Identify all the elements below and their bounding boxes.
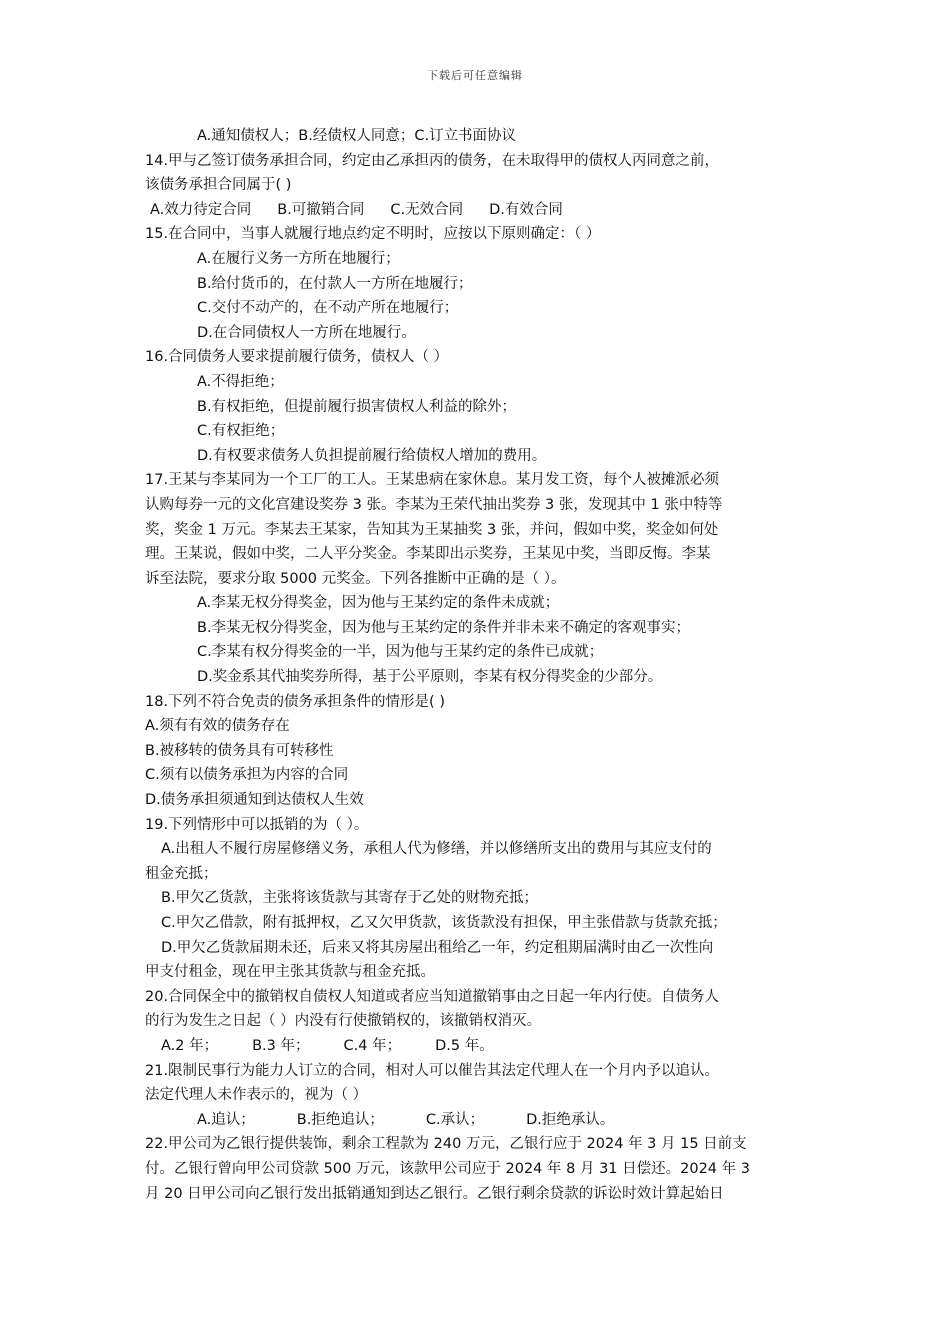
q17-stem: 认购每券一元的文化宫建设奖券 3 张。李某为王荣代抽出奖券 3 张，发现其中 1 张中特等 <box>145 496 723 513</box>
q22-stem: 月 20 日甲公司向乙银行发出抵销通知到达乙银行。乙银行剩余贷款的诉讼时效计算起始日 <box>145 1185 724 1202</box>
q20-stem: 的行为发生之日起（ ）内没有行使撤销权的，该撤销权消灭。 <box>145 1013 542 1030</box>
option-c: C.4 年； <box>343 1037 402 1054</box>
q17-stem: 17.王某与李某同为一个工厂的工人。王某患病在家休息。某月发工资，每个人被摊派必须 <box>145 472 720 489</box>
q15-option-c: C.交付不动产的，在不动产所在地履行； <box>197 300 459 317</box>
q16-option-a: A.不得拒绝； <box>197 373 284 390</box>
q19-option-d: D.甲欠乙货款届期未还，后来又将其房屋出租给乙一年，约定租期届满时由乙一次性向 <box>161 939 714 956</box>
q18-option-d: D.债务承担须通知到达债权人生效 <box>145 792 364 809</box>
q18-option-c: C.须有以债务承担为内容的合同 <box>145 767 349 784</box>
q15-option-a: A.在履行义务一方所在地履行； <box>197 250 400 267</box>
q20-stem: 20.合同保全中的撤销权自债权人知道或者应当知道撤销事由之日起一年内行使。自债务人 <box>145 988 720 1005</box>
q15-option-b: B.给付货币的，在付款人一方所在地履行； <box>197 275 473 292</box>
option-d: D.拒绝承认。 <box>526 1111 615 1128</box>
q17-stem: 诉至法院，要求分取 5000 元奖金。下列各推断中正确的是（ ）。 <box>145 570 566 587</box>
q17-option-b: B.李某无权分得奖金，因为他与王某约定的条件并非未来不确定的客观事实； <box>197 619 691 636</box>
q19-stem: 19.下列情形中可以抵销的为（ ）。 <box>145 816 369 833</box>
question-content <box>145 124 810 1206</box>
q19-option-c: C.甲欠乙借款，附有抵押权，乙又欠甲货款，该货款没有担保，甲主张借款与货款充抵； <box>161 915 727 931</box>
page-header: 下载后可任意编辑 <box>427 69 523 82</box>
q13-options-line: A.通知债权人；B.经债权人同意；C.订立书面协议 <box>197 128 517 144</box>
option-b: B.可撤销合同 <box>277 201 365 218</box>
q21-stem: 法定代理人未作表示的，视为（ ） <box>145 1087 368 1104</box>
q17-option-c: C.李某有权分得奖金的一半，因为他与王某约定的条件已成就； <box>197 644 604 661</box>
q14-stem: 该债务承担合同属于( ) <box>145 177 292 194</box>
q21-options <box>145 1108 810 1133</box>
q15-stem: 15.在合同中，当事人就履行地点约定不明时，应按以下原则确定：（ ） <box>145 226 601 243</box>
q18-option-a: A.须有有效的债务存在 <box>145 718 290 735</box>
q22-stem: 付。乙银行曾向甲公司贷款 500 万元，该款甲公司应于 2024 年 8 月 31 日偿还。2024 年 3 <box>145 1160 750 1177</box>
q19-option-d-cont: 甲支付租金，现在甲主张其货款与租金充抵。 <box>145 964 435 981</box>
q16-option-b: B.有权拒绝，但提前履行损害债权人利益的除外； <box>197 398 517 415</box>
q16-stem: 16.合同债务人要求提前履行债务，债权人（ ） <box>145 349 449 366</box>
q17-stem: 理。王某说，假如中奖，二人平分奖金。李某即出示奖券，王某见中奖，当即反悔。李某 <box>145 546 711 563</box>
q16-option-d: D.有权要求债务人负担提前履行给债权人增加的费用。 <box>197 447 547 464</box>
option-c: C.无效合同 <box>390 201 464 218</box>
q19-option-a: A.出租人不履行房屋修缮义务，承租人代为修缮，并以修缮所支出的费用与其应支付的 <box>161 841 712 858</box>
q17-stem: 奖，奖金 1 万元。李某去王某家，告知其为王某抽奖 3 张，并问，假如中奖，奖金如何处 <box>145 521 719 538</box>
q14-options <box>145 198 810 223</box>
option-d: D.有效合同 <box>489 201 563 218</box>
option-b: B.3 年； <box>252 1037 310 1054</box>
q14-stem: 14.甲与乙签订债务承担合同，约定由乙承担丙的债务，在未取得甲的债权人丙同意之前， <box>145 152 720 169</box>
q22-stem: 22.甲公司为乙银行提供装饰，剩余工程款为 240 万元，乙银行应于 2024 年 3 月 15 日前支 <box>145 1136 747 1153</box>
option-a: A.效力待定合同 <box>150 201 252 218</box>
option-a: A.追认； <box>197 1111 255 1128</box>
option-a: A.2 年； <box>161 1037 219 1054</box>
q16-option-c: C.有权拒绝； <box>197 423 285 440</box>
option-d: D.5 年。 <box>435 1037 494 1054</box>
q15-option-d: D.在合同债权人一方所在地履行。 <box>197 324 416 341</box>
q20-options <box>145 1034 810 1059</box>
q19-option-b: B.甲欠乙货款，主张将该货款与其寄存于乙处的财物充抵； <box>161 890 539 907</box>
q17-option-d: D.奖金系其代抽奖券所得，基于公平原则，李某有权分得奖金的少部分。 <box>197 669 663 686</box>
option-b: B.拒绝追认； <box>296 1111 384 1128</box>
q17-option-a: A.李某无权分得奖金，因为他与王某约定的条件未成就； <box>197 595 560 612</box>
option-c: C.承认； <box>425 1111 485 1128</box>
q18-option-b: B.被移转的债务具有可转移性 <box>145 742 334 759</box>
q18-stem: 18.下列不符合免责的债务承担条件的情形是( ) <box>145 693 445 710</box>
q19-option-a-cont: 租金充抵； <box>145 865 218 882</box>
q21-stem: 21.限制民事行为能力人订立的合同，相对人可以催告其法定代理人在一个月内予以追认。 <box>145 1062 720 1079</box>
